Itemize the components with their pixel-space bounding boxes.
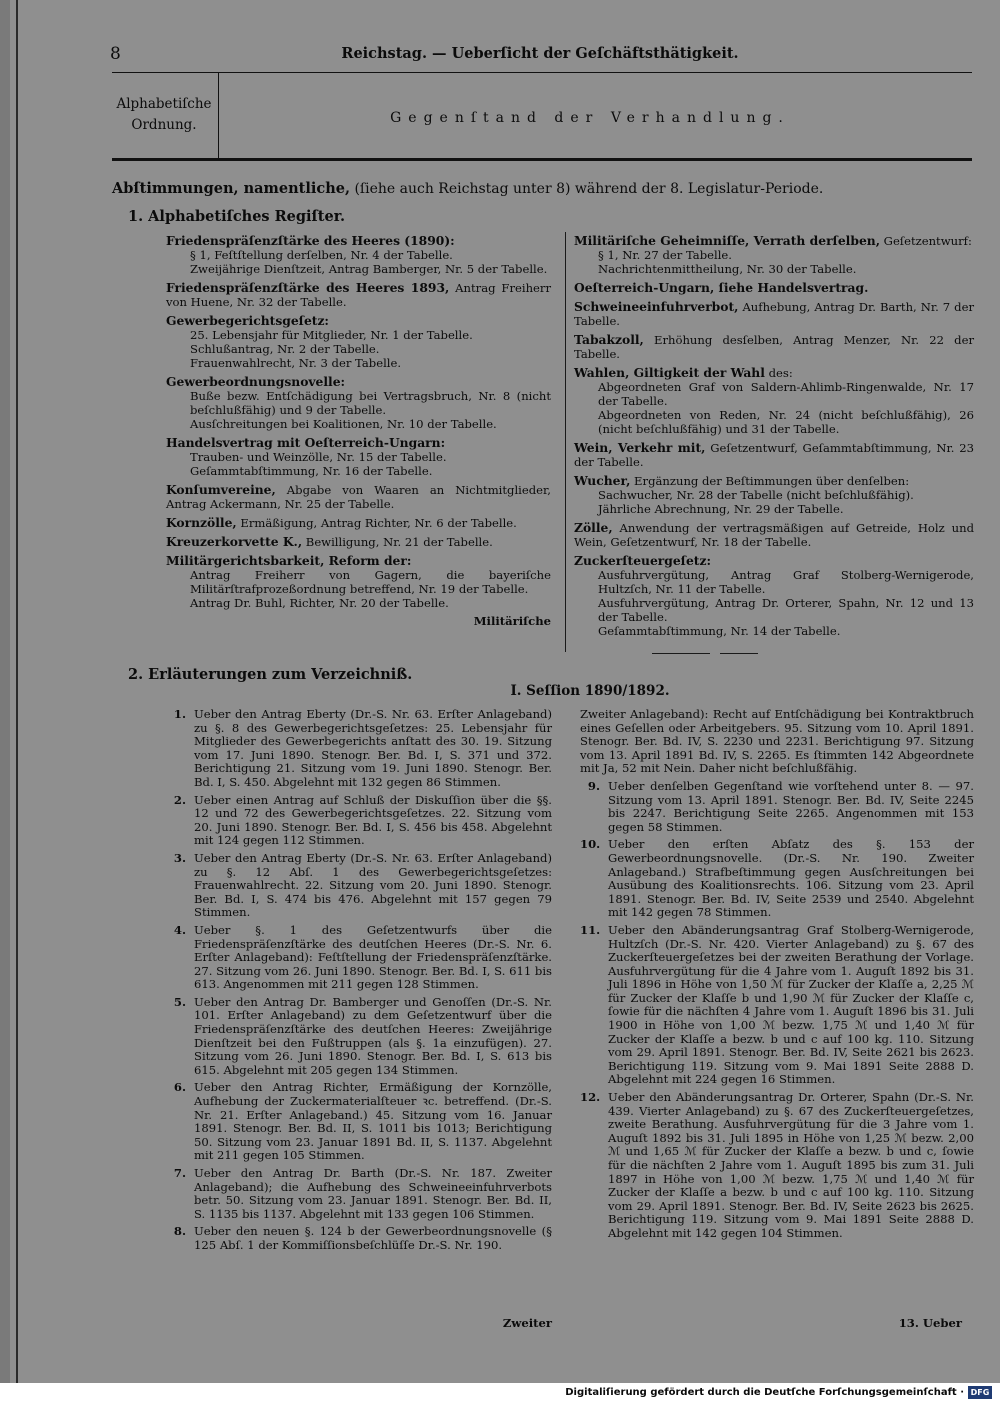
register-entry bbox=[166, 314, 551, 370]
register-entry-head bbox=[166, 314, 551, 328]
register-keyword: Zuckerſteuergeſetz: bbox=[574, 553, 712, 568]
notes-left-catchword bbox=[460, 1316, 552, 1330]
register-keyword: Handelsvertrag mit Oeſterreich-Ungarn: bbox=[166, 435, 446, 450]
register-subline: Abgeordneten Graf von Saldern-Ahlimb-Ringenwalde, Nr. 17 der Tabelle. bbox=[598, 380, 974, 408]
note-number: 3. bbox=[173, 850, 186, 865]
register-subline: Antrag Freiherr von Gagern, die bayeriſche Militärſtrafprozeßordnung betreffend, Nr. 19 der Tabelle. bbox=[190, 568, 551, 596]
register-subline: Zweijährige Dienſtzeit, Antrag Bamberger, Nr. 5 der Tabelle. bbox=[190, 262, 548, 276]
register-right-column bbox=[574, 234, 974, 643]
note-item bbox=[166, 996, 552, 1078]
note-text: Ueber §. 1 des Geſetzentwurfs über die Friedenspräſenzſtärke des deutſchen Heeres (Dr.-S. Nr. 6. Erſter Anlageband): Feſtſtellung der Friedenspräſenzſtärke. 27. Sitzung vom 26. Juni 1890. Stenogr. Ber. Bd. I, S. 611 bis 613. Angenommen mit 211 gegen 128 Stimmen. bbox=[194, 922, 552, 992]
register-text: Bewilligung, Nr. 21 der Tabelle. bbox=[302, 535, 493, 549]
register-subline: Sachwucher, Nr. 28 der Tabelle (nicht beſchlußfähig). bbox=[598, 488, 914, 502]
register-subline: Schlußantrag, Nr. 2 der Tabelle. bbox=[190, 342, 380, 356]
register-subline: Jährliche Abrechnung, Nr. 29 der Tabelle. bbox=[598, 502, 844, 516]
section-2-title: 2. Erläuterungen zum Verzeichniß. bbox=[128, 666, 413, 683]
register-entry-head bbox=[166, 281, 551, 309]
register-left-column bbox=[166, 234, 551, 615]
register-keyword: Friedenspräſenzſtärke des Heeres 1893, bbox=[166, 280, 450, 295]
register-text: Geſetzentwurf: bbox=[880, 234, 972, 248]
register-entry bbox=[574, 441, 974, 469]
section-separator bbox=[652, 653, 710, 654]
note-item bbox=[580, 838, 974, 920]
register-entry-head bbox=[574, 300, 974, 328]
note-item bbox=[166, 1167, 552, 1221]
note-number: 6. bbox=[173, 1080, 186, 1095]
register-keyword: Wucher, bbox=[574, 473, 631, 488]
note-number: 11. bbox=[580, 922, 601, 937]
note-number: 2. bbox=[173, 792, 186, 807]
register-subline: Antrag Dr. Buhl, Richter, Nr. 20 der Tabelle. bbox=[190, 596, 449, 610]
register-entry bbox=[574, 333, 974, 361]
register-keyword: Gewerbegerichtsgeſetz: bbox=[166, 313, 329, 328]
column-head-line: Ordnung. bbox=[131, 117, 197, 133]
register-text: Erhöhung desſelben, Antrag Menzer, Nr. 22 der Tabelle. bbox=[574, 333, 974, 361]
register-subline: Buße bezw. Entſchädigung bei Vertragsbruch, Nr. 8 (nicht beſchlußfähig) und 9 der Tabelle. bbox=[190, 389, 551, 417]
note-item bbox=[166, 1081, 552, 1163]
notes-left-column bbox=[166, 708, 552, 1257]
register-entry bbox=[574, 234, 974, 276]
register-text: Geſetzentwurf, Geſammtabſtimmung, Nr. 23 der Tabelle. bbox=[574, 441, 974, 469]
note-number: 5. bbox=[173, 994, 186, 1009]
intro-heading: Abſtimmungen, namentliche, bbox=[112, 180, 351, 197]
intro-rest: (ſiehe auch Reichstag unter 8) während der 8. Legislatur-Periode. bbox=[350, 181, 824, 197]
register-keyword: Wein, Verkehr mit, bbox=[574, 440, 706, 455]
register-entry bbox=[574, 300, 974, 328]
note-number: 8. bbox=[173, 1224, 186, 1239]
register-keyword: Oeſterreich-Ungarn, ſiehe Handelsvertrag. bbox=[574, 280, 869, 295]
register-entry bbox=[166, 483, 551, 511]
register-keyword: Zölle, bbox=[574, 520, 613, 535]
note-text: Ueber einen Antrag auf Schluß der Diskuſſion über die §§. 12 und 72 des Gewerbegerichtsgeſetzes. 22. Sitzung vom 20. Juni 1890. Stenogr. Ber. Bd. I, S. 456 bis 458. Abgelehnt mit 124 gegen 112 Stimmen. bbox=[194, 792, 552, 848]
intro-line bbox=[112, 180, 972, 197]
section-1-title: 1. Alphabetiſches Regiſter. bbox=[128, 208, 346, 225]
catchword: Zweiter bbox=[502, 1316, 552, 1330]
note-text: Ueber den erſten Abſatz des §. 153 der Gewerbeordnungsnovelle. (Dr.-S. Nr. 190. Zweiter Anlageband.) Strafbeſtimmung gegen Ausſchreitungen bei Ausübung des Koalitionsrechts. 106. Sitzung vom 23. April 1891. Stenogr. Ber. Bd. IV, Seite 2539 und 2540. Abgelehnt mit 142 gegen 78 Stimmen. bbox=[608, 837, 974, 920]
register-text: Anwendung der vertragsmäßigen auf Getreide, Holz und Wein, Geſetzentwurf, Nr. 18 der Tabelle. bbox=[574, 521, 974, 549]
register-subline: Nachrichtenmittheilung, Nr. 30 der Tabelle. bbox=[598, 262, 857, 276]
note-item bbox=[166, 794, 552, 848]
footer-credit: Digitaliſierung gefördert durch die Deutſche Forſchungsgemeinſchaft · bbox=[565, 1387, 964, 1398]
register-text: Ergänzung der Beſtimmungen über denſelben: bbox=[630, 474, 910, 488]
register-entry bbox=[574, 521, 974, 549]
column-head-alphabetical bbox=[114, 94, 214, 136]
binding-edge bbox=[0, 0, 10, 1383]
register-column-divider bbox=[565, 232, 566, 652]
register-entry bbox=[166, 516, 551, 530]
register-entry-head bbox=[166, 516, 551, 530]
note-number: 12. bbox=[580, 1090, 601, 1105]
register-subline: § 1, Feſtſtellung derſelben, Nr. 4 der Tabelle. bbox=[190, 248, 453, 262]
footer-bar bbox=[0, 1383, 1000, 1403]
note-text: Ueber den neuen §. 124 b der Gewerbeordnungsnovelle (§ 125 Abſ. 1 der Kommiſſionsbeſchlüſſe Dr.-S. Nr. 190. bbox=[194, 1224, 552, 1252]
register-subline: Ausſchreitungen bei Koalitionen, Nr. 10 der Tabelle. bbox=[190, 417, 497, 431]
catchword: Militäriſche bbox=[473, 614, 551, 628]
dfg-logo: DFG bbox=[968, 1386, 992, 1399]
register-keyword: Friedenspräſenzſtärke des Heeres (1890): bbox=[166, 233, 455, 248]
register-keyword: Tabakzoll, bbox=[574, 332, 644, 347]
register-entry-head bbox=[574, 234, 974, 248]
register-entry bbox=[574, 474, 974, 516]
register-entry-head bbox=[166, 535, 551, 549]
note-item bbox=[166, 708, 552, 790]
register-left-catchword bbox=[456, 614, 551, 628]
register-entry bbox=[574, 554, 974, 638]
note-text: Ueber den Abänderungsantrag Graf Stolberg-Wernigerode, Hultzſch (Dr.-S. Nr. 420. Vierter Anlageband) zu §. 67 des Zuckerſteuergeſetzes bei der zweiten Berathung der Vorlage. Ausfuhrvergütung für die 4 Jahre vom 1. Auguſt 1892 bis 31. Juli 1896 in Höhe von 1,50 ℳ für Zucker der Klaſſe a, 2,25 ℳ für Zucker der Klaſſe b und 1,90 ℳ für Zucker der Klaſſe c, ſowie für die nächſten 4 Jahre vom 1. Auguſt 1896 bis 31. Juli 1900 in Höhe von 1,00 ℳ bezw. 1,75 ℳ und 1,40 ℳ für Zucker der Klaſſe a bezw. b und c auf 100 kg. 110. Sitzung vom 29. April 1891. Stenogr. Ber. Bd. IV, Seite 2621 bis 2623. Berichtigung 119. Sitzung vom 9. Mai 1891 Seite 2888 D. Abgelehnt mit 224 gegen 16 Stimmen. bbox=[608, 922, 974, 1087]
register-entry-head bbox=[166, 234, 551, 248]
note-8-continuation: Zweiter Anlageband): Recht auf Entſchädigung bei Kontraktbruch eines Geſellen oder Arbeitgebers. 95. Sitzung vom 10. April 1891. Stenogr. Ber. Bd. IV, S. 2230 und 2231. Berichtigung 97. Sitzung vom 13. April 1891 Bd. IV, S. 2265. Es ſtimmten 142 Abgeordnete mit Ja, 52 mit Nein. Daher nicht beſchlußfähig. bbox=[580, 707, 974, 776]
register-entry bbox=[166, 375, 551, 431]
register-text: Aufhebung, Antrag Dr. Barth, Nr. 7 der Tabelle. bbox=[574, 300, 974, 328]
notes-right-catchword bbox=[820, 1316, 962, 1330]
register-keyword: Konſumvereine, bbox=[166, 482, 276, 497]
register-entry-head bbox=[574, 521, 974, 549]
note-number: 7. bbox=[173, 1166, 186, 1180]
register-text: Ermäßigung, Antrag Richter, Nr. 6 der Tabelle. bbox=[236, 516, 517, 530]
register-subline: Geſammtabſtimmung, Nr. 14 der Tabelle. bbox=[598, 624, 841, 638]
note-text: Ueber den Antrag Eberty (Dr.-S. Nr. 63. Erſter Anlageband) zu §. 12 Abſ. 1 des Gewerbegerichtsgeſetzes: Frauenwahlrecht. 22. Sitzung vom 20. Juni 1890. Stenogr. Ber. Bd. I, S. 474 bis 476. Abgelehnt mit 157 gegen 79 Stimmen. bbox=[194, 850, 552, 920]
register-keyword: Schweineeinfuhrverbot, bbox=[574, 299, 739, 314]
register-entry-head bbox=[166, 436, 551, 450]
register-text: des: bbox=[764, 366, 793, 380]
register-subline: § 1, Nr. 27 der Tabelle. bbox=[598, 248, 732, 262]
register-entry-head bbox=[574, 281, 974, 295]
header-top-rule bbox=[112, 72, 972, 73]
spine-line bbox=[16, 0, 18, 1383]
register-entry-head bbox=[574, 366, 974, 380]
note-text: Ueber den Antrag Eberty (Dr.-S. Nr. 63. Erſter Anlageband) zu §. 8 des Gewerbegerichtsgeſetzes: 25. Lebensjahr für Mitglieder des Gewerbegerichts anſtatt des 30. 19. Sitzung vom 17. Juni 1890. Stenogr. Ber. Bd. I, S. 371 und 372. Berichtigung 21. Sitzung vom 19. Juni 1890. Stenogr. Ber. Bd. I, S. 450. Abgelehnt mit 132 gegen 86 Stimmen. bbox=[194, 707, 552, 789]
register-keyword: Militäriſche Geheimniſſe, Verrath derſelben, bbox=[574, 233, 880, 248]
register-entry bbox=[166, 281, 551, 309]
register-keyword: Kreuzerkorvette K., bbox=[166, 534, 303, 549]
note-text: Ueber den Antrag Richter, Ermäßigung der Kornzölle, Aufhebung der Zuckermaterialſteuer ꝛc. betreffend. (Dr.-S. Nr. 21. Erſter Anlageband.) 45. Sitzung vom 16. Januar 1891. Stenogr. Ber. Bd. II, S. 1011 bis 1013; Berichtigung 50. Sitzung vom 23. Januar 1891 Bd. II, S. 1137. Abgelehnt mit 211 gegen 105 Stimmen. bbox=[194, 1080, 552, 1163]
note-text: Ueber den Antrag Dr. Bamberger und Genoſſen (Dr.-S. Nr. 101. Erſter Anlageband) zu dem Geſetzentwurf über die Friedenspräſenzſtärke des deutſchen Heeres: Zweijährige Dienſtzeit bei den Fußtruppen (als §. 1a einzufügen). 27. Sitzung vom 26. Juni 1890. Stenogr. Ber. Bd. I, S. 613 bis 615. Abgelehnt mit 205 gegen 134 Stimmen. bbox=[194, 994, 552, 1077]
register-subline: Abgeordneten von Reden, Nr. 24 (nicht beſchlußfähig), 26 (nicht beſchlußfähig) und 31 der Tabelle. bbox=[598, 408, 974, 436]
section-separator bbox=[720, 653, 758, 654]
register-entry bbox=[574, 366, 974, 436]
register-subline: Trauben- und Weinzölle, Nr. 15 der Tabelle. bbox=[190, 450, 447, 464]
register-subline: Frauenwahlrecht, Nr. 3 der Tabelle. bbox=[190, 356, 402, 370]
note-number: 1. bbox=[173, 707, 186, 721]
note-item bbox=[580, 780, 974, 834]
register-entry-head bbox=[166, 375, 551, 389]
note-text: Ueber den Antrag Dr. Barth (Dr.-S. Nr. 187. Zweiter Anlageband); die Aufhebung des Schweineeinfuhrverbots betr. 50. Sitzung vom 23. Januar 1891. Stenogr. Ber. Bd. II, S. 1135 bis 1137. Abgelehnt mit 133 gegen 106 Stimmen. bbox=[194, 1166, 552, 1221]
register-text: Abgabe von Waaren an Nichtmitglieder, Antrag Ackermann, Nr. 25 der Tabelle. bbox=[166, 483, 551, 511]
note-item bbox=[166, 852, 552, 920]
register-entry bbox=[166, 554, 551, 610]
note-number: 4. bbox=[173, 922, 186, 937]
register-keyword: Wahlen, Giltigkeit der Wahl bbox=[574, 365, 765, 380]
register-subline: Ausfuhrvergütung, Antrag Dr. Orterer, Spahn, Nr. 12 und 13 der Tabelle. bbox=[598, 596, 974, 624]
register-subline: Ausfuhrvergütung, Antrag Graf Stolberg-Wernigerode, Hultzſch, Nr. 11 der Tabelle. bbox=[598, 568, 974, 596]
note-item bbox=[166, 1225, 552, 1252]
note-item bbox=[166, 924, 552, 992]
register-entry-head bbox=[166, 554, 551, 568]
register-keyword: Militärgerichtsbarkeit, Reform der: bbox=[166, 553, 412, 568]
register-text: Antrag Freiherr von Huene, Nr. 32 der Tabelle. bbox=[166, 281, 551, 309]
register-entry-head bbox=[574, 333, 974, 361]
register-subline: 25. Lebensjahr für Mitglieder, Nr. 1 der Tabelle. bbox=[190, 328, 473, 342]
notes-right-column bbox=[580, 708, 974, 1245]
register-entry bbox=[166, 436, 551, 478]
register-entry-head bbox=[574, 441, 974, 469]
note-text: Ueber denſelben Gegenſtand wie vorſtehend unter 8. — 97. Sitzung vom 13. April 1891. Stenogr. Ber. Bd. IV, Seite 2245 bis 2247. Berichtigung Seite 2265. Angenommen mit 153 gegen 58 Stimmen. bbox=[608, 778, 974, 834]
register-entry bbox=[166, 535, 551, 549]
session-heading: I. Seſſion 1890/1892. bbox=[510, 683, 670, 699]
column-head-line: Alphabetiſche bbox=[116, 96, 212, 112]
register-subline: Geſammtabſtimmung, Nr. 16 der Tabelle. bbox=[190, 464, 433, 478]
catchword: 13. Ueber bbox=[898, 1316, 962, 1330]
register-entry-head bbox=[574, 474, 974, 488]
note-item bbox=[580, 1091, 974, 1241]
register-keyword: Gewerbeordnungsnovelle: bbox=[166, 374, 346, 389]
page-number: 8 bbox=[110, 44, 121, 64]
register-entry-head bbox=[166, 483, 551, 511]
running-title: Reichstag. — Ueberſicht der Geſchäftsthätigkeit. bbox=[341, 45, 739, 62]
register-entry bbox=[166, 234, 551, 276]
register-entry-head bbox=[574, 554, 974, 568]
note-item bbox=[580, 924, 974, 1087]
note-text: Ueber den Abänderungsantrag Dr. Orterer, Spahn (Dr.-S. Nr. 439. Vierter Anlageband) zu §. 67 des Zuckerſteuergeſetzes, zweite Berathung. Ausfuhrvergütung für die 3 Jahre vom 1. Auguſt 1892 bis 31. Juli 1895 in Höhe von 1,25 ℳ bezw. 2,00 ℳ und 1,65 ℳ für Zucker der Klaſſe a bezw. b und c, ſowie für die nächſten 2 Jahre vom 1. Auguſt 1895 bis zum 31. Juli 1897 in Höhe von 1,00 ℳ bezw. 1,75 ℳ und 1,40 ℳ für Zucker der Klaſſe a bezw. b und c auf 100 kg. 110. Sitzung vom 29. April 1891. Stenogr. Ber. Bd. IV, Seite 2623 bis 2625. Berichtigung 119. Sitzung vom 9. Mai 1891 Seite 2888 D. Abgelehnt mit 142 gegen 104 Stimmen. bbox=[608, 1090, 974, 1240]
header-column-divider bbox=[218, 72, 219, 158]
header-bottom-rule bbox=[112, 158, 972, 161]
column-head-subject: Gegenſtand der Verhandlung. bbox=[390, 110, 790, 126]
register-entry bbox=[574, 281, 974, 295]
note-number: 9. bbox=[587, 778, 600, 793]
note-number: 10. bbox=[580, 837, 601, 852]
register-keyword: Kornzölle, bbox=[166, 515, 237, 530]
